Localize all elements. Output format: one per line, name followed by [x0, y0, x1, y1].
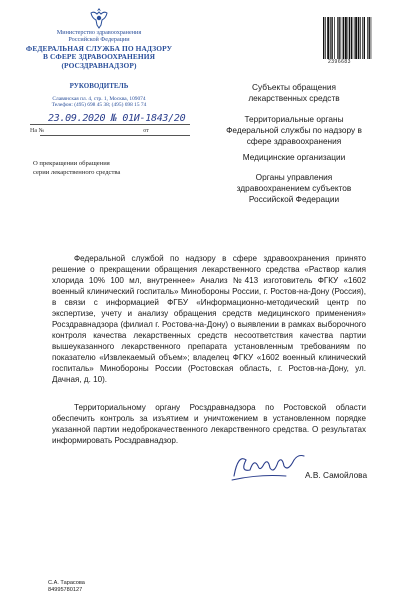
barcode-bar — [371, 17, 372, 59]
barcode-bar — [343, 17, 344, 59]
barcode-bar — [364, 17, 365, 59]
recipient-block-4: Органы управления здравоохранением субъектов Российской Федерации — [236, 172, 352, 204]
barcode-bar — [362, 17, 363, 59]
barcode-bar — [354, 17, 355, 59]
barcode-bar — [360, 17, 361, 59]
reference-number-label: На № — [30, 128, 45, 134]
signer-name: А.В. Самойлова — [305, 470, 368, 480]
service-name: ФЕДЕРАЛЬНАЯ СЛУЖБА ПО НАДЗОРУ В СФЕРЕ ЗДРАВООХРАНЕНИЯ (РОСЗДРАВНАДЗОР) — [25, 44, 173, 70]
service-address: Славянская пл. 4, стр. 1, Москва, 109074 Телефон: (495) 698 45 38; (495) 698 15 74 — [51, 96, 147, 109]
executor-phone: 84995780127 — [48, 586, 83, 593]
head-title: РУКОВОДИТЕЛЬ — [69, 82, 129, 90]
body-paragraph-2: Территориальному органу Росздравнадзора по Ростовской области обеспечить контроль за изъятием и уничтожением в установленном порядке указанной партии недоброкачественного лекарственного средства. О результатах информировать Росздравнадзор. — [52, 403, 366, 445]
barcode-bar — [325, 17, 326, 59]
barcode-bar — [358, 17, 359, 59]
reference-line — [30, 128, 149, 134]
recipient-block-1: Субъекты обращения лекарственных средств — [248, 82, 340, 103]
letter-subject: О прекращении обращения серии лекарственного средства — [33, 160, 121, 176]
barcode-number: 2396683 — [328, 59, 351, 65]
barcode — [322, 17, 388, 59]
barcode-bar — [351, 17, 352, 59]
ministry-name: Министерство здравоохранения Российской Федерации — [56, 29, 142, 43]
barcode-bar — [338, 17, 339, 59]
barcode-bar — [327, 17, 329, 59]
barcode-bar — [355, 17, 357, 59]
body-paragraph-1: Федеральной службой по надзору в сфере здравоохранения принято решение о прекращении обращения лекарственного средства «Раствор калия хлорида 10% 100 мл, внутреннее» Анализ №413 изготовитель ФГКУ «1602 военный клинический госпиталь» Минобороны России, г. Ростов-на-Дону (Россия), в связи с информацией ФГБУ «Информационно-методический центр по экспертизе, учету и анализу обращения средств медицинского применения» Росздравнадзора (филиал г. Ростова-на-Дону) о выявлении в рамках выборочного контроля качества лекарственных средств несоответствия качества партии вышеуказанного лекарственного препарата установленным требованиям по показателю «Извлекаемый объем»; владелец ФГКУ «1602 военный клинический госпиталь» Минобороны России (Ростовская область, г. Ростов-на-Дону, ул. Дачная, д. 10). — [52, 254, 366, 384]
reference-underline — [40, 135, 190, 136]
recipient-block-2: Территориальные органы Федеральной службы по надзору в сфере здравоохранения — [226, 114, 362, 146]
executor-name: С.А. Тарасова — [48, 580, 85, 586]
barcode-bar — [334, 17, 335, 59]
barcode-bar — [348, 17, 349, 59]
registration-date-number: 23.09.2020 № 01И-1843/20 — [48, 113, 186, 124]
barcode-bar — [349, 17, 350, 59]
coat-of-arms-emblem — [88, 6, 110, 30]
barcode-bar — [337, 17, 338, 59]
barcode-bar — [323, 17, 324, 59]
date-underline — [30, 124, 190, 125]
recipient-block-3: Медицинские организации — [242, 152, 346, 162]
barcode-bar — [330, 17, 331, 59]
reference-date-label: от — [143, 128, 149, 134]
barcode-bar — [345, 17, 347, 59]
barcode-bar — [331, 17, 332, 59]
barcode-bar — [367, 17, 368, 59]
barcode-bar — [341, 17, 342, 59]
barcode-bar — [369, 17, 370, 59]
handwritten-signature — [228, 446, 308, 488]
executor-info — [48, 580, 85, 594]
